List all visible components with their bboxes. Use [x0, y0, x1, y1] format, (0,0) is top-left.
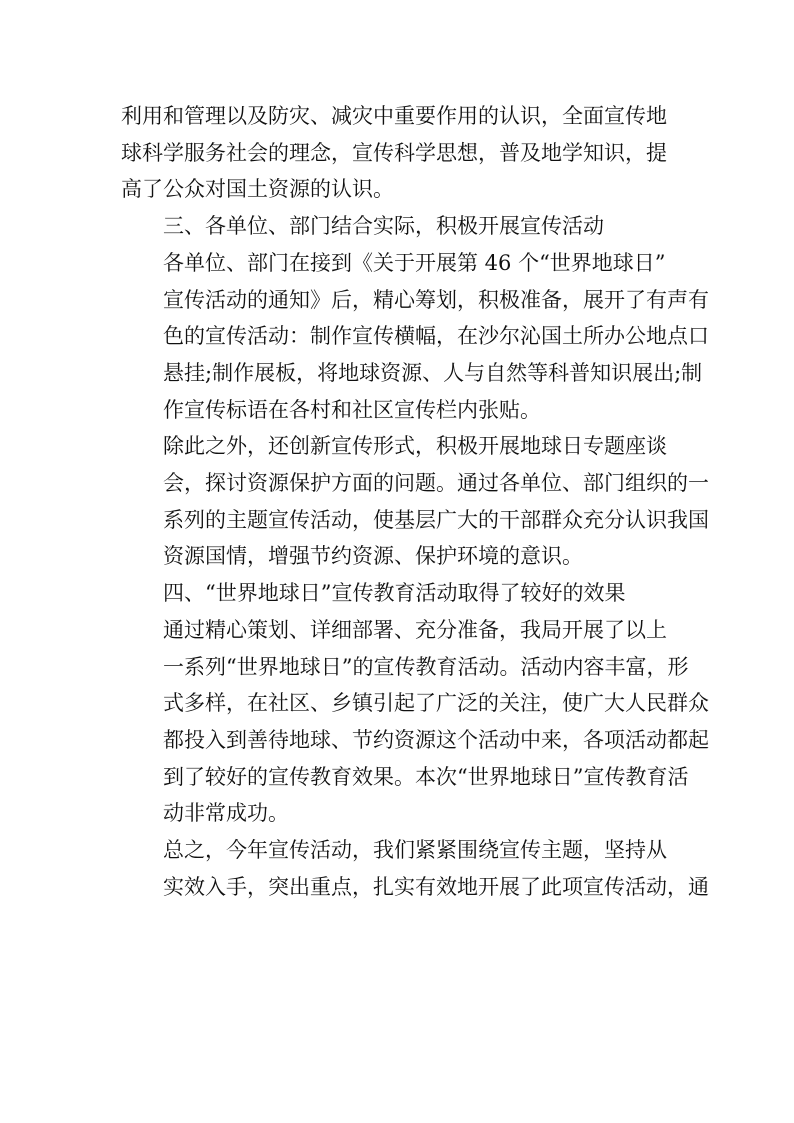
- text-line: 高了公众对国土资源的认识。: [121, 177, 394, 202]
- text-line: 到了较好的宣传教育效果。本次“世界地球日”宣传教育活: [163, 764, 689, 789]
- section-heading-4: [121, 575, 673, 612]
- text-line: 会，探讨资源保护方面的问题。通过各单位、部门组织的一: [163, 471, 709, 496]
- text-line: 通过精心策划、详细部署、充分准备，我局开展了以上: [163, 617, 667, 642]
- text-line: 悬挂;制作展板，将地球资源、人与自然等科普知识展出;制: [163, 360, 703, 385]
- text-line: 动非常成功。: [163, 801, 289, 826]
- paragraph-innovation: [121, 428, 709, 575]
- text-line: 资源国情，增强节约资源、保护环境的意识。: [163, 544, 583, 569]
- text-line: 宣传活动的通知》后，精心筹划，积极准备，展开了有声有: [163, 287, 709, 312]
- paragraph-results: [121, 612, 709, 832]
- text-line: 一系列“世界地球日”的宣传教育活动。活动内容丰富，形: [163, 654, 689, 679]
- heading-text: 三、各单位、部门结合实际，积极开展宣传活动: [163, 214, 604, 239]
- text-line: 总之，今年宣传活动，我们紧紧围绕宣传主题，坚持从: [163, 838, 667, 863]
- paragraph-department-activities: [121, 245, 709, 429]
- document-body: [121, 98, 709, 905]
- text-line: 实效入手，突出重点，扎实有效地开展了此项宣传活动，通: [163, 874, 709, 899]
- text-line: 都投入到善待地球、节约资源这个活动中来，各项活动都起: [163, 727, 709, 752]
- text-line: 作宣传标语在各村和社区宣传栏内张贴。: [163, 397, 541, 422]
- text-line: 利用和管理以及防灾、减灾中重要作用的认识，全面宣传地: [121, 104, 667, 128]
- section-heading-3: [121, 208, 673, 245]
- text-line: 系列的主题宣传活动，使基层广大的干部群众充分认识我国: [163, 507, 709, 532]
- heading-text: 四、“世界地球日”宣传教育活动取得了较好的效果: [163, 581, 626, 606]
- paragraph-awareness-continuation: [121, 98, 673, 208]
- paragraph-summary: [121, 832, 709, 905]
- text-line: 式多样，在社区、乡镇引起了广泛的关注，使广大人民群众: [163, 691, 709, 716]
- text-line: 球科学服务社会的理念，宣传科学思想，普及地学知识，提: [121, 140, 667, 165]
- text-line: 除此之外，还创新宣传形式，积极开展地球日专题座谈: [163, 434, 667, 459]
- text-line: 色的宣传活动：制作宣传横幅，在沙尔沁国土所办公地点口: [163, 324, 709, 349]
- text-line: 各单位、部门在接到《关于开展第 46 个“世界地球日”: [163, 250, 666, 275]
